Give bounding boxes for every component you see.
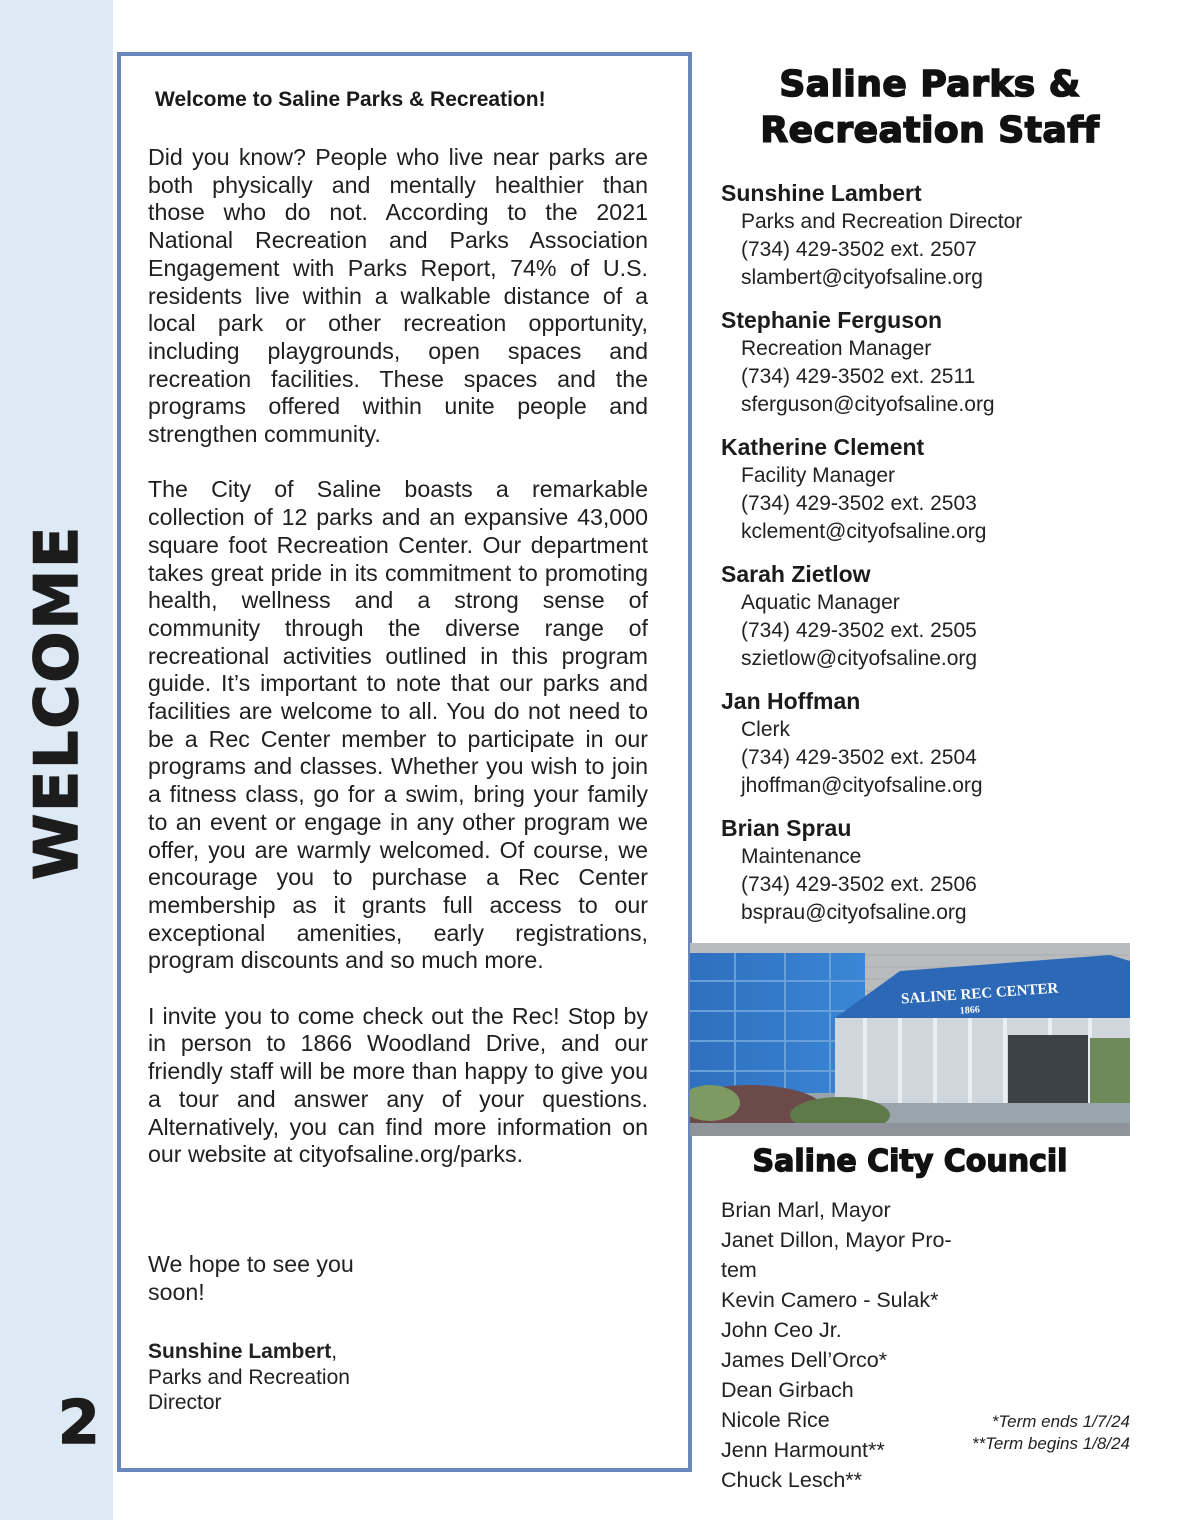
canopy-sign-number: 1866 [959, 1004, 981, 1017]
staff-title: Maintenance [741, 845, 862, 868]
staff-member [721, 432, 1161, 559]
council-member: Dean Girbach [721, 1378, 854, 1402]
trees [1090, 1038, 1130, 1103]
staff-name: Brian Sprau [721, 815, 852, 841]
letter-signature: Sunshine Lambert, Parks and Recreation Director [148, 1339, 378, 1416]
staff-phone: (734) 429-3502 ext. 2507 [741, 238, 977, 261]
council-member: Chuck Lesch** [721, 1468, 863, 1492]
staff-email: jhoffman@cityofsaline.org [741, 774, 983, 797]
staff-name: Sarah Zietlow [721, 561, 871, 587]
council-member: John Ceo Jr. [721, 1318, 842, 1342]
entrance-doors [1008, 1035, 1088, 1103]
staff-member [721, 178, 1161, 305]
staff-email: bsprau@cityofsaline.org [741, 901, 967, 924]
council-member: James Dell’Orco* [721, 1348, 888, 1372]
staff-email: kclement@cityofsaline.org [741, 520, 987, 543]
letter-paragraph: The City of Saline boasts a remarkable collection of 12 parks and an expansive 43,000 square foot Recreation Center. Our department takes great pride in its commitment to promoting health, wellness and a strong sense of community through the diverse range of recreational activities outlined in this program guide. It’s important to note that our parks and facilities are welcome to all. You do not need to be a Rec Center member to participate in our programs and classes. Whether you wish to join a fitness class, go for a swim, bring your family to an event or engage in any other program we offer, you are warmly welcomed. Of course, we encourage you to purchase a Rec Center membership as it grants full access to our exceptional amenities, early registrations, program discounts and so much more. [148, 476, 648, 974]
staff-title: Clerk [741, 718, 791, 741]
rec-center-illustration [690, 943, 1130, 1136]
council-member: Brian Marl, Mayor [721, 1198, 891, 1222]
staff-title: Parks and Recreation Director [741, 210, 1023, 233]
section-label: WELCOME [22, 524, 92, 880]
term-note: *Term ends 1/7/24 [991, 1412, 1130, 1431]
staff-title: Aquatic Manager [741, 591, 900, 614]
staff-title: Facility Manager [741, 464, 896, 487]
staff-phone: (734) 429-3502 ext. 2506 [741, 873, 977, 896]
staff-phone: (734) 429-3502 ext. 2511 [741, 365, 976, 388]
canopy-sign-text: SALINE REC CENTER [900, 980, 1059, 1008]
staff-phone: (734) 429-3502 ext. 2503 [741, 492, 977, 515]
signature-name: Sunshine Lambert [148, 1340, 332, 1363]
letter-paragraph: I invite you to come check out the Rec! Stop by in person to 1866 Woodland Drive, and our friendly staff will be more than happy to give you a tour and answer any of your questions. Alternatively, you can find more information on our website at cityofsaline.org/parks. [148, 1002, 648, 1168]
staff-heading-line: Recreation Staff [760, 110, 1100, 151]
staff-member [721, 305, 1161, 432]
staff-member [721, 813, 1161, 940]
letter-title: Welcome to Saline Parks & Recreation! [155, 88, 546, 111]
staff-email: szietlow@cityofsaline.org [741, 647, 978, 670]
staff-list [721, 178, 1161, 940]
letter-closing: We hope to see you soon! [148, 1251, 354, 1305]
staff-name: Stephanie Ferguson [721, 307, 943, 333]
staff-member [721, 559, 1161, 686]
letter-body [148, 144, 648, 1197]
staff-email: sferguson@cityofsaline.org [741, 393, 995, 416]
council-heading: Saline City Council [752, 1144, 1068, 1179]
walkway [690, 1123, 1130, 1136]
staff-email: slambert@cityofsaline.org [741, 266, 983, 289]
council-member: Jenn Harmount** [721, 1438, 885, 1462]
rec-center-photo [690, 943, 1130, 1136]
signature-title: Parks and Recreation Director [148, 1365, 350, 1414]
page-number: 2 [58, 1388, 100, 1458]
staff-phone: (734) 429-3502 ext. 2505 [741, 619, 977, 642]
council-member: Kevin Camero - Sulak* [721, 1288, 939, 1312]
staff-name: Sunshine Lambert [721, 180, 922, 206]
staff-heading [700, 62, 1160, 154]
staff-phone: (734) 429-3502 ext. 2504 [741, 746, 977, 769]
term-notes [930, 1411, 1130, 1455]
staff-member [721, 686, 1161, 813]
staff-name: Katherine Clement [721, 434, 925, 460]
staff-title: Recreation Manager [741, 337, 932, 360]
staff-name: Jan Hoffman [721, 688, 861, 714]
council-member: Nicole Rice [721, 1408, 830, 1432]
council-member: Janet Dillon, Mayor Pro-tem [721, 1228, 952, 1282]
letter-paragraph: Did you know? People who live near parks are both physically and mentally healthier than those who do not. According to the 2021 National Recreation and Parks Association Engagement with Parks Report, 74% of U.S. residents live within a walkable distance of a local park or other recreation opportunity, including playgrounds, open spaces and recreation facilities. These spaces and the programs offered within unite people and strengthen community. [148, 144, 648, 448]
term-note: **Term begins 1/8/24 [971, 1434, 1130, 1453]
staff-heading-line: Saline Parks & [779, 64, 1081, 105]
